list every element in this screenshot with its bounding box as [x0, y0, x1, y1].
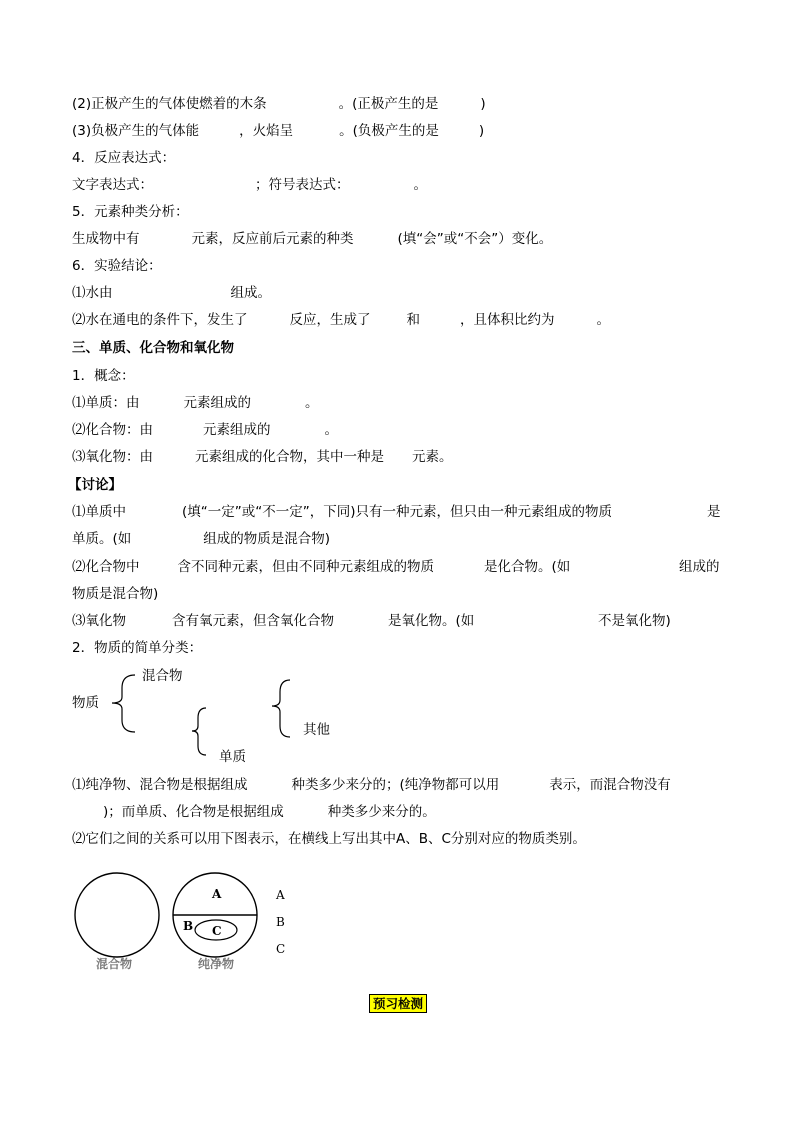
text: 是化合物。(如	[484, 559, 571, 575]
classification-title: 2．物质的简单分类：	[72, 640, 203, 656]
text: 组成的物质是混合物)	[203, 531, 331, 547]
text: 表示，而混合物没有	[549, 777, 671, 793]
concept-title: 1．概念：	[72, 368, 135, 384]
text: )	[478, 123, 485, 139]
text: 文字表达式：	[72, 177, 153, 193]
text: 单质。(如	[72, 531, 132, 547]
text: 。	[413, 177, 427, 193]
discussion-heading: 【讨论】	[68, 477, 122, 493]
text: 元素。	[412, 449, 453, 465]
text: ⑴单质：由	[72, 395, 140, 411]
brace-2	[272, 680, 290, 737]
text: 。	[305, 395, 319, 411]
text: 含不同种元素，但由不同种元素组成的物质	[177, 559, 434, 575]
text: ⑴单质中	[72, 504, 126, 520]
text: (3)负极产生的气体能	[72, 123, 200, 139]
brace-3	[192, 708, 206, 755]
text: 元素，反应前后元素的种类	[191, 231, 354, 247]
text: 。(负极产生的是	[339, 123, 439, 139]
text: 组成。	[230, 285, 271, 301]
label-b: B	[183, 919, 194, 933]
q6-title: 6．实验结论：	[72, 258, 162, 274]
text: ⑵化合物：由	[72, 422, 153, 438]
label-c: C	[212, 924, 222, 938]
tree-element: 单质	[219, 749, 246, 765]
text: )；而单质、化合物是根据组成	[103, 804, 284, 820]
answer-c: C	[276, 942, 286, 956]
text: (填“会”或“不会”）变化。	[397, 231, 553, 247]
text: 生成物中有	[72, 231, 140, 247]
discussion-3-end: 不是氧化物)	[598, 613, 671, 629]
tree-mixture: 混合物	[142, 668, 183, 684]
text: 是氧化物。(如	[388, 613, 475, 629]
text: ⑵化合物中	[72, 559, 140, 575]
text: (2)正极产生的气体使燃着的木条	[72, 96, 267, 112]
discussion-2b: 物质是混合物)	[72, 586, 159, 602]
text: 种类多少来分的；(纯净物都可以用	[291, 777, 500, 793]
text: 种类多少来分的。	[327, 804, 436, 820]
note-2: ⑵它们之间的关系可以用下图表示，在横线上写出其中A、B、C分别对应的物质类别。	[72, 831, 586, 847]
mixture-label: 混合物	[96, 957, 133, 971]
mixture-circle	[75, 873, 159, 957]
text: 反应，生成了	[289, 312, 371, 328]
q4-title: 4．反应表达式：	[72, 150, 176, 166]
text: 。	[596, 312, 610, 328]
text: ，火焰呈	[239, 123, 294, 139]
text: 。(正极产生的是	[338, 96, 439, 112]
preview-test-tag: 预习检测	[369, 994, 427, 1013]
text: (填“一定”或“不一定”，下同)只有一种元素，但只由一种元素组成的物质	[182, 504, 613, 520]
section-heading: 三、单质、化合物和氧化物	[72, 340, 234, 356]
text: 元素组成的	[203, 422, 271, 438]
note-1b	[103, 803, 436, 821]
answer-b: B	[276, 915, 285, 929]
pure-label: 纯净物	[198, 957, 235, 971]
brace-1	[112, 675, 135, 732]
text: 元素组成的	[183, 395, 251, 411]
text: ⑴纯净物、混合物是根据组成	[72, 777, 248, 793]
tree-other: 其他	[303, 722, 330, 738]
venn-diagram	[70, 868, 300, 978]
tree-root: 物质	[72, 695, 99, 711]
text: 含有氧元素，但含氧化合物	[172, 613, 334, 629]
text: 和	[406, 312, 420, 328]
discussion-2-end: 组成的	[679, 559, 720, 575]
text: 元素组成的化合物，其中一种是	[195, 449, 384, 465]
text: ；符号表达式：	[255, 177, 350, 193]
text: 。	[324, 422, 338, 438]
text: )	[480, 96, 486, 112]
discussion-1-end: 是	[707, 504, 721, 520]
note-1a	[72, 776, 671, 794]
text: ，且体积比约为	[460, 312, 555, 328]
text: ⑴水由	[72, 285, 113, 301]
q5-title: 5．元素种类分析：	[72, 204, 189, 220]
text: ⑶氧化物：由	[72, 449, 153, 465]
label-a: A	[212, 887, 222, 901]
text: ⑶氧化物	[72, 613, 126, 629]
answer-a: A	[276, 888, 285, 902]
text: ⑵水在通电的条件下，发生了	[72, 312, 248, 328]
